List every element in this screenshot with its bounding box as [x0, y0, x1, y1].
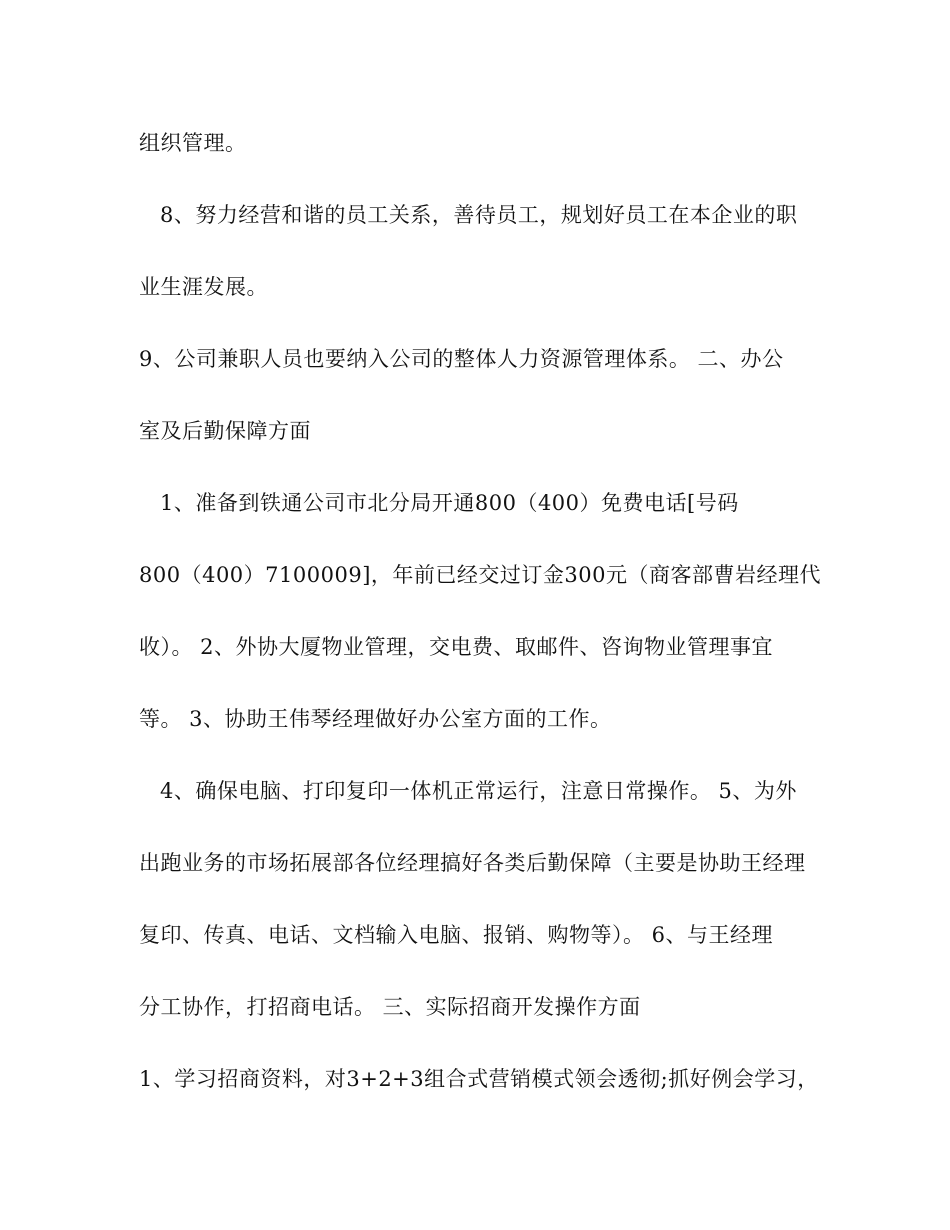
text-line: 800（400）7100009]，年前已经交过订金300元（商客部曹岩经理代 — [139, 563, 821, 587]
text-line: 1、准备到铁通公司市北分局开通800（400）免费电话[号码 — [160, 491, 739, 515]
text-line: 8、努力经营和谐的员工关系，善待员工，规划好员工在本企业的职 — [160, 203, 798, 227]
text-line: 室及后勤保障方面 — [139, 419, 311, 443]
text-line: 分工协作，打招商电话。 三、实际招商开发操作方面 — [139, 995, 641, 1019]
text-line: 出跑业务的市场拓展部各位经理搞好各类后勤保障（主要是协助王经理 — [139, 851, 806, 875]
text-line: 组织管理。 — [139, 131, 247, 155]
text-line: 等。 3、协助王伟琴经理做好办公室方面的工作。 — [139, 707, 612, 731]
text-line: 收）。 2、外协大厦物业管理，交电费、取邮件、咨询物业管理事宜 — [139, 635, 774, 659]
text-line: 业生涯发展。 — [139, 275, 268, 299]
text-line: 1、学习招商资料，对3+2+3组合式营销模式领会透彻;抓好例会学习， — [139, 1067, 819, 1091]
text-line: 4、确保电脑、打印复印一体机正常运行，注意日常操作。 5、为外 — [160, 779, 797, 803]
text-line: 复印、传真、电话、文档输入电脑、报销、购物等）。 6、与王经理 — [139, 923, 774, 947]
text-line: 9、公司兼职人员也要纳入公司的整体人力资源管理体系。 二、办公 — [139, 347, 784, 371]
